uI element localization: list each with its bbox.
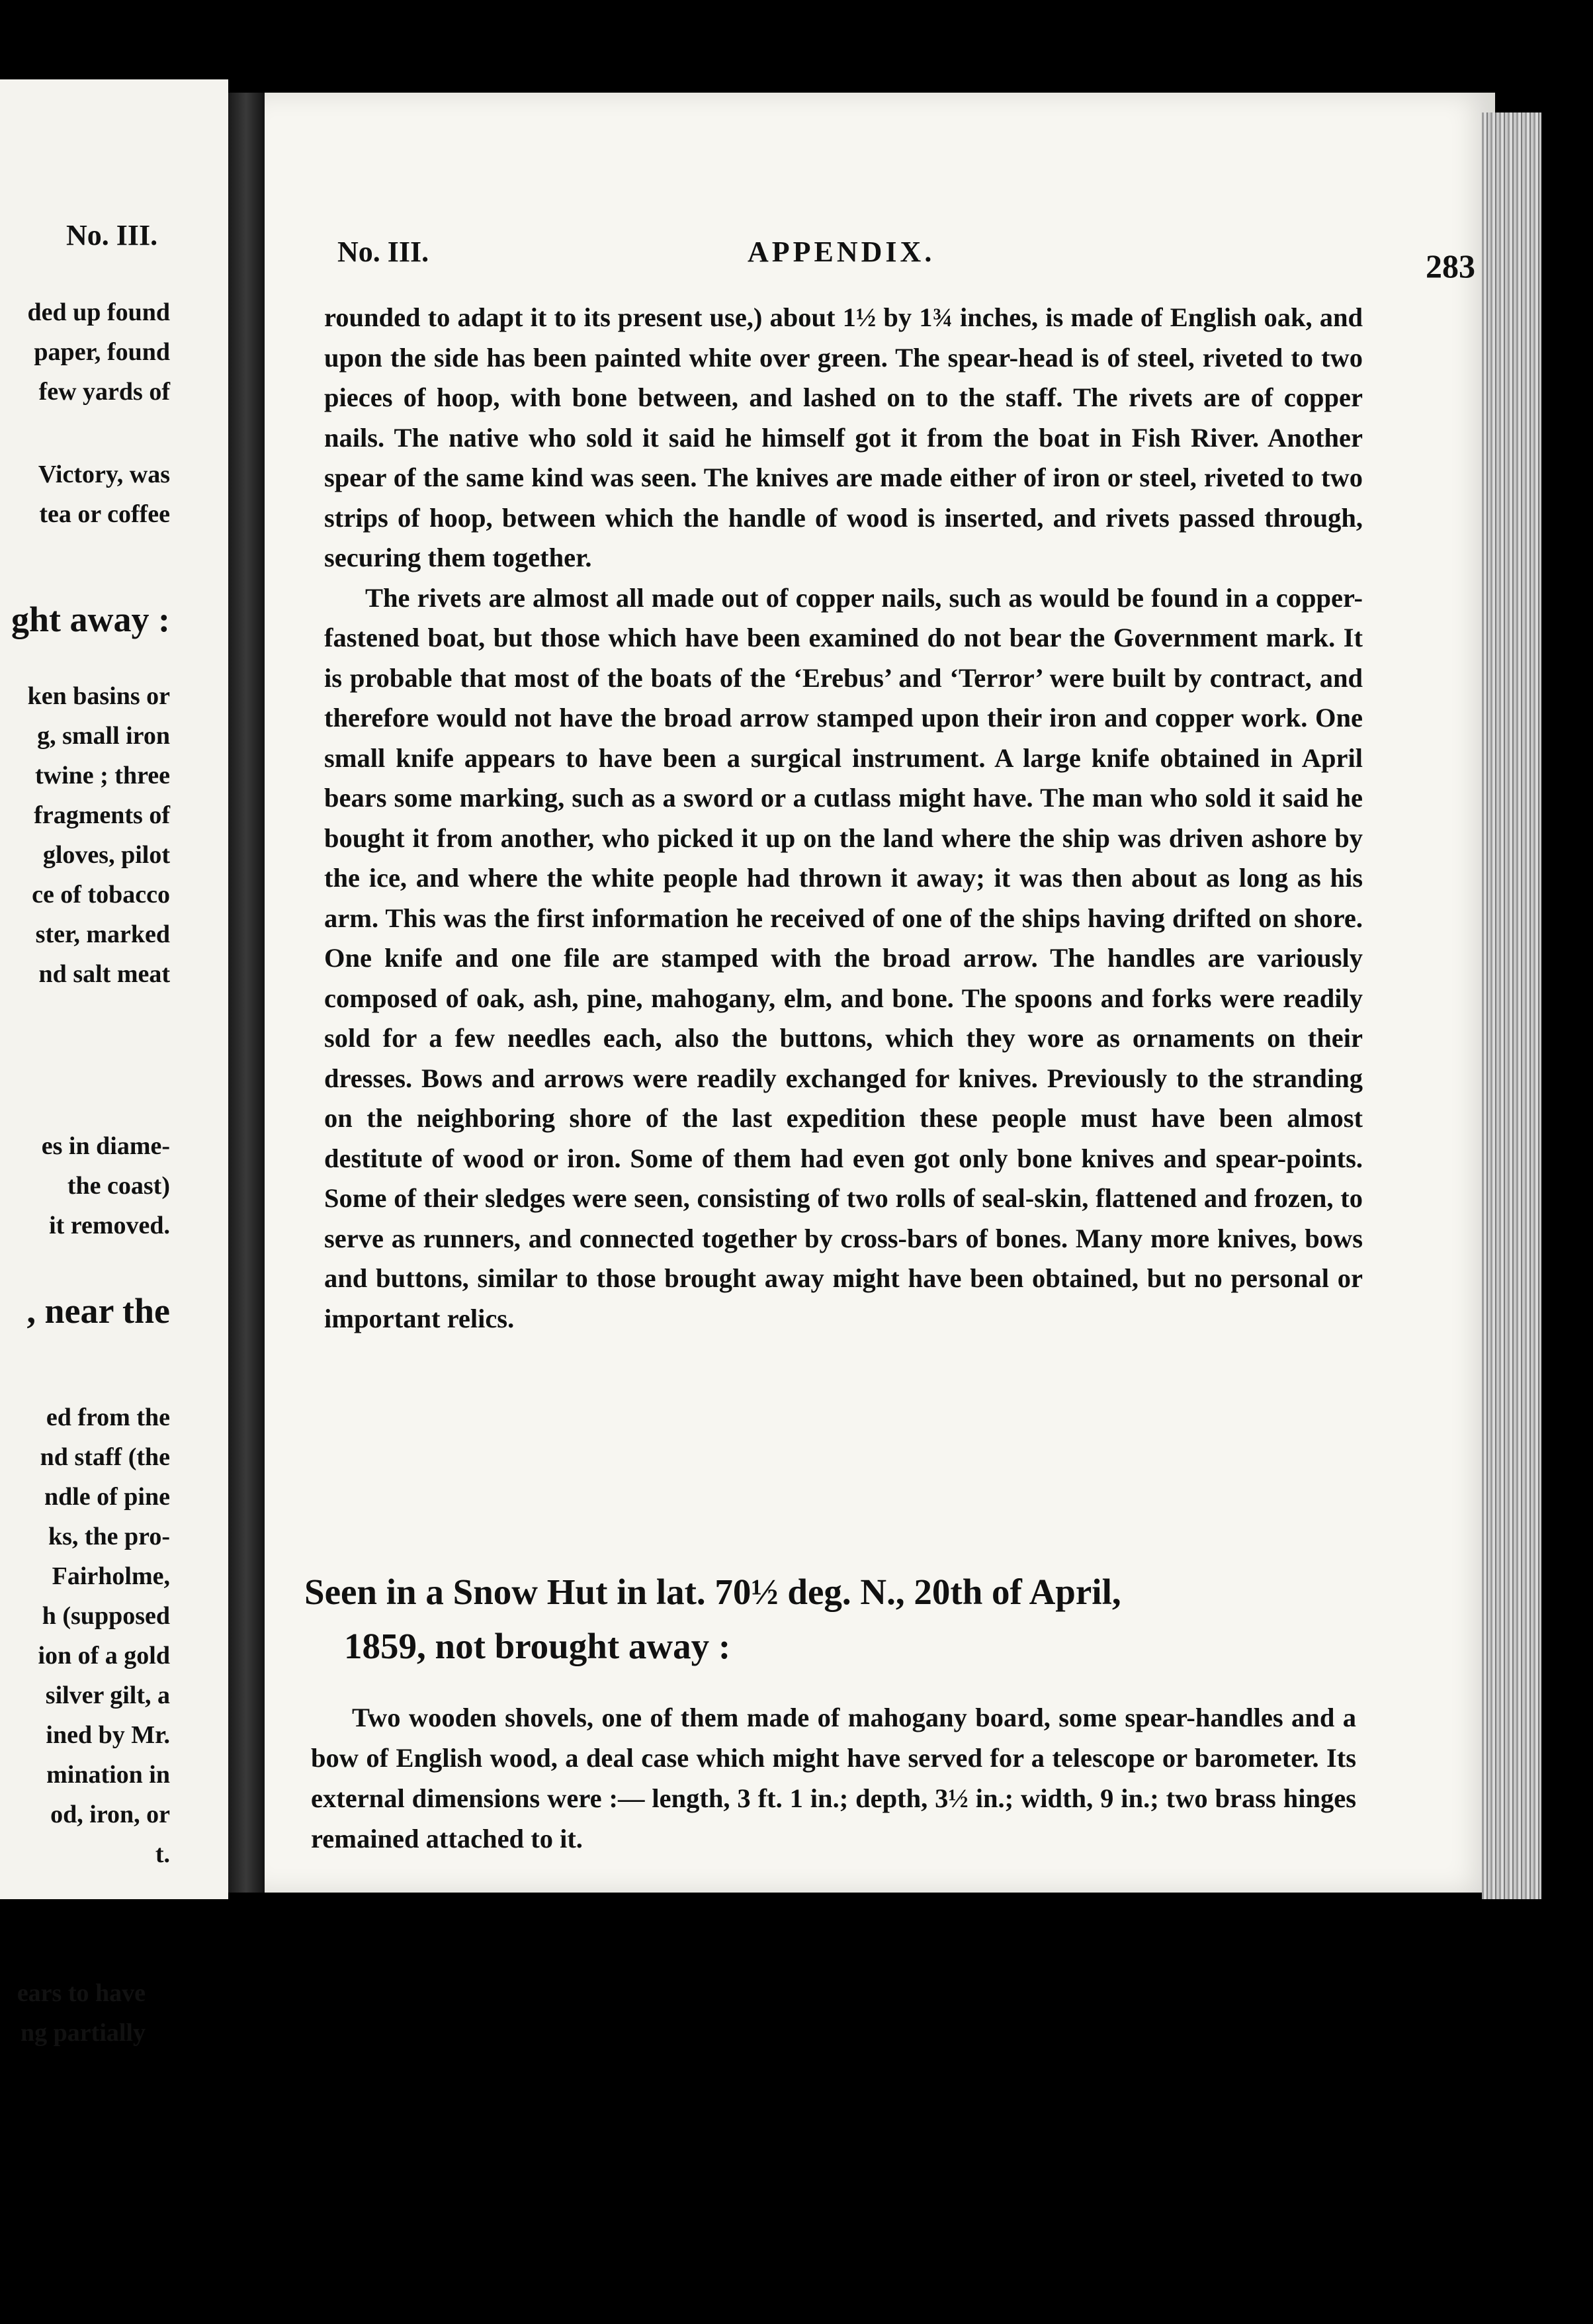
left-page-line: paper, found [34,338,170,366]
left-page-line: h (supposed [42,1602,170,1630]
left-page-line: g, small iron [37,722,170,750]
left-page-line: gloves, pilot [42,841,170,869]
left-page-line: mination in [46,1761,170,1789]
section-body [311,1697,1356,1859]
left-page-line: ks, the pro- [48,1523,170,1550]
page-title: APPENDIX. [748,236,935,268]
left-page-line: ght away : [11,600,170,639]
left-page-line: ion of a gold [38,1642,170,1670]
left-page-line: fragments of [34,801,170,829]
left-page-line: the coast) [67,1172,170,1200]
left-page-line: tea or coffee [39,500,170,528]
left-page-line: ce of tobacco [32,881,170,909]
left-page-line: ears to have [17,1979,146,2007]
left-page-line: twine ; three [34,762,170,789]
page-edges [1482,112,1541,1899]
paragraph-1: rounded to adapt it to its present use,) about 1½ by 1¾ inches, is made of English oak, and upon the side has been painted white over green. The spear-head is of steel, riveted to two pieces of hoop, with bone between, and lashed on to the staff. The rivets are of copper nails. The native who sold it said he himself got it from the boat in Fish River. Another spear of the same kind was seen. The knives are made either of iron or steel, riveted to two strips of hoop, between which the handle of wood is inserted, and rivets passed through, securing them together. [324,302,1363,572]
left-page-line: es in diame- [41,1132,170,1160]
right-page [265,93,1495,1893]
left-page-line: ster, marked [35,920,170,948]
left-page-section-number: No. III. [66,219,158,251]
section-heading [304,1565,1363,1674]
heading-line-2: 1859, not brought away : [344,1626,731,1666]
left-page-line: Fairholme, [52,1562,170,1590]
left-page-line: ined by Mr. [46,1721,170,1749]
book-gutter [228,93,268,1893]
left-page-line: t. [155,1840,170,1868]
left-page-line: ndle of pine [44,1483,170,1511]
page-number: 283 [1426,247,1475,285]
left-page-line: od, iron, or [50,1801,170,1828]
heading-line-1: Seen in a Snow Hut in lat. 70½ deg. N., 20th of April, [304,1572,1121,1612]
left-page-line: ken basins or [27,682,170,710]
paragraph-3: Two wooden shovels, one of them made of mahogany board, some spear-handles and a bow of English wood, a deal case which might have served for a telescope or barometer. Its external dimensions were :— length, 3 ft. 1 in.; depth, 3½ in.; width, 9 in.; two brass hinges remained attached to it. [311,1703,1356,1854]
section-number: No. III. [337,236,429,268]
left-page-line: ng partially [21,2019,146,2047]
left-page-line: , near the [26,1291,170,1331]
left-facing-page [0,79,228,1899]
body-text [324,298,1363,1339]
left-page-line: it removed. [49,1212,170,1239]
left-page-line: Victory, was [38,461,170,488]
left-page-line: ed from the [46,1404,170,1431]
left-page-line: nd salt meat [38,960,170,988]
running-head [337,235,1475,285]
left-page-line: nd staff (the [40,1443,170,1471]
paragraph-2: The rivets are almost all made out of copper nails, such as would be found in a copper-fastened boat, but those which have been examined do not bear the Government mark. It is probable that most of the boats of the ‘Erebus’ and ‘Terror’ were built by contract, and therefore would not have the broad arrow stamped upon their iron and copper work. One small knife appears to have been a surgical instrument. A large knife obtained in April bears some marking, such as a sword or a cutlass might have. The man who sold it said he bought it from another, who picked it up on the land where the ship was driven ashore by the ice, and where the white people had thrown it away; it was then about as long as his arm. This was the first information he received of one of the ships having drifted on shore. One knife and one file are stamped with the broad arrow. The handles are variously composed of oak, ash, pine, mahogany, elm, and bone. The spoons and forks were readily sold for a few needles each, also the buttons, which they wore as ornaments on their dresses. Bows and arrows were readily exchanged for knives. Previously to the stranding on the neighboring shore of the last expedition these people must have been almost destitute of wood or iron. Some of them had even got only bone knives and spear-points. Some of their sledges were seen, consisting of two rolls of seal-skin, flattened and frozen, to serve as runners, and connected together by cross-bars of bones. Many more knives, bows and buttons, similar to those brought away might have been obtained, but no personal or important relics. [324,582,1363,1333]
left-page-line: silver gilt, a [45,1681,170,1709]
left-page-line: ded up found [27,298,170,326]
left-page-line: few yards of [38,378,170,406]
